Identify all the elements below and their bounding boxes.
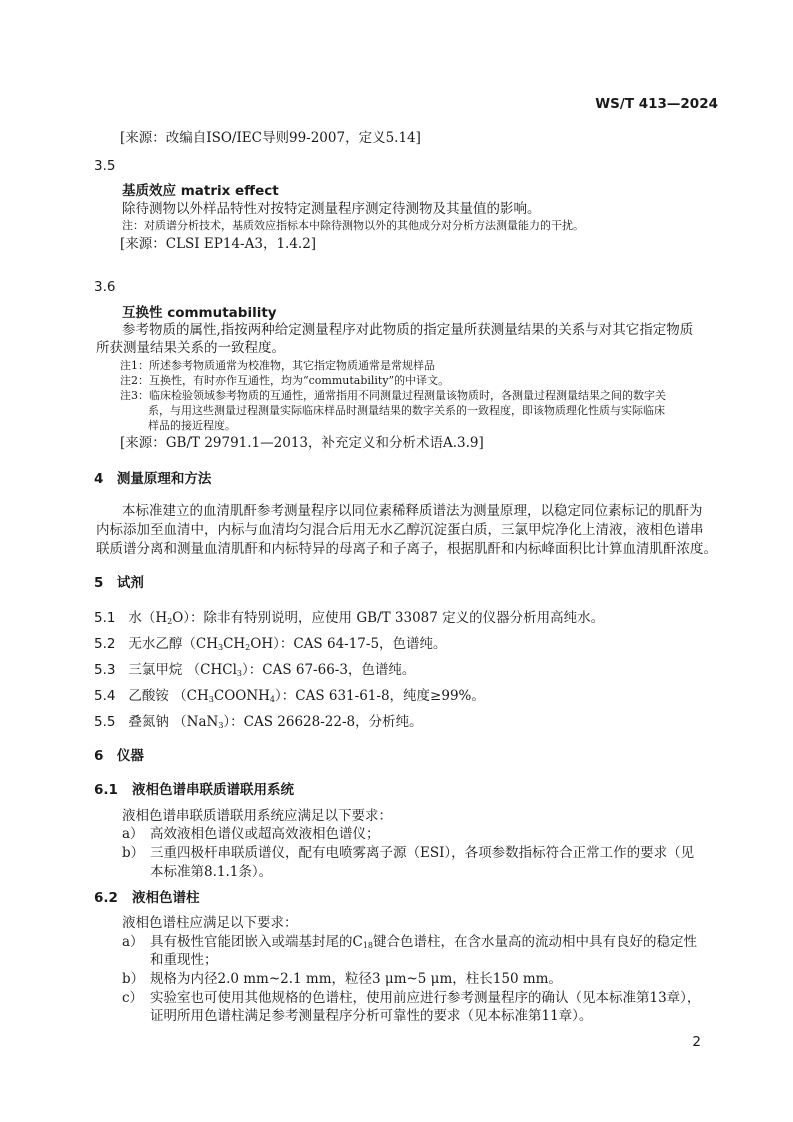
section-heading-6: 6 仪器 [94,748,144,764]
term-commutability: 互换性 commutability [122,305,277,321]
reagent-item-5-2: 5.2 无水乙醇$(CH_3CH_2OH)$：CAS 64-17-5，色谱纯。 [94,636,447,652]
term-note: 样品的接近程度。 [148,419,236,432]
clause-heading-6-1: 6.1 液相色谱串联质谱联用系统 [94,782,295,798]
source-citation: [来源：GB/T 29791.1—2013，补充定义和分析术语A.3.9] [120,435,484,451]
clause-heading-6-2: 6.2 液相色谱柱 [94,890,200,906]
paragraph-line: 内标添加至血清中，内标与血清均匀混合后用无水乙醇沉淀蛋白质，三氯甲烷净化上清液，液相色谱串 [96,522,704,538]
list-item-b-cont: 本标准第8.1.1条）。 [150,864,273,880]
list-label-b: b） [122,971,145,987]
list-item-c: 实验室也可使用其他规格的色谱柱，使用前应进行参考测量程序的确认（见本标准第13章）， [150,990,701,1006]
list-item-b: 三重四极杆串联质谱仪，配有电喷雾离子源（ESI），各项参数指标符合正常工作的要求（见 [150,845,695,861]
document-code: WS/T 413—2024 [595,96,718,112]
paragraph-line: 本标准建立的血清肌酐参考测量程序以同位素稀释质谱法为测量原理，以稳定同位素标记的肌酐为 [122,503,703,519]
section-heading-5: 5 试剂 [94,575,144,591]
reagent-number: 5.4 [94,688,116,704]
reagent-number: 5.1 [94,610,116,626]
clause-number-3-5: 3.5 [94,158,116,174]
source-citation: [来源：CLSI EP14-A3，1.4.2] [120,236,317,252]
reagent-item-5-1: 5.1 水$(H_2O)$：除非有特别说明，应使用 GB/T 33087 定义的仪器分析用高纯水。 [94,610,605,626]
term-note: 系，与用这些测量过程测量实际临床样品时测量结果的数字关系的一致程度，即该物质理化性质与实际临床 [148,404,665,417]
clause-number-3-6: 3.6 [94,279,116,295]
paragraph-line: 联质谱分离和测量血清肌酐和内标特异的母离子和子离子，根据肌酐和内标峰面积比计算血清肌酐浓度。 [96,541,717,557]
list-label-b: b） [122,845,145,861]
list-item-c-cont: 证明所用色谱柱满足参考测量程序分析可靠性的要求（见本标准第11章）。 [150,1008,593,1024]
list-label-c: c） [122,990,144,1006]
list-item-a: 高效液相色谱仪或超高效液相色谱仪； [150,826,380,842]
list-intro: 液相色谱串联质谱联用系统应满足以下要求： [122,808,392,824]
term-note: 注1：所述参考物质通常为校准物，其它指定物质通常是常规样品 [120,359,435,372]
reagent-number: 5.5 [94,714,116,730]
list-item-b: 规格为内径2.0 mm~2.1 mm，粒径3 μm~5 μm，柱长150 mm。 [150,971,562,987]
list-item-a-cont: 和重现性； [150,952,218,968]
reagent-item-5-5: 5.5 叠氮钠 （NaN$_3$）：CAS 26628-22-8，分析纯。 [94,714,423,730]
list-intro: 液相色谱柱应满足以下要求： [122,915,298,931]
reagent-item-5-4: 5.4 乙酸铵 $(CH_3COONH_4)$：CAS 631-61-8，纯度≥99%。 [94,688,485,704]
term-note: 注3：临床检验领域参考物质的互通性，通常指用不同测量过程测量该物质时，各测量过程测量结果之间的数字关 [120,389,666,402]
list-label-a: a） [122,934,144,950]
term-matrix-effect: 基质效应 matrix effect [122,183,279,199]
term-definition: 除待测物以外样品特性对按特定测量程序测定待测物及其量值的影响。 [122,201,541,217]
list-label-a: a） [122,826,144,842]
term-note: 注2：互换性，有时亦作互通性，均为“commutability”的中译文。 [120,374,450,387]
term-note: 注：对质谱分析技术，基质效应指标本中除待测物以外的其他成分对分析方法测量能力的干扰。 [122,219,584,232]
reagent-number: 5.3 [94,662,116,678]
term-definition: 参考物质的属性,指按两种给定测量程序对此物质的指定量所获测量结果的关系与对其它指定物质 [122,322,694,338]
source-citation: [来源：改编自ISO/IEC导则99-2007，定义5.14] [120,130,421,146]
page-number: 2 [692,1034,701,1050]
section-heading-4: 4 测量原理和方法 [94,471,212,487]
list-item-a: 具有极性官能团嵌入或端基封尾的$C_{18}$键合色谱柱，在含水量高的流动相中具有良好的稳定性 [150,934,698,950]
term-definition: 所获测量结果关系的一致程度。 [96,340,285,356]
reagent-item-5-3: 5.3 三氯甲烷 （CHCl$_3$）：CAS 67-66-3，色谱纯。 [94,662,416,678]
reagent-number: 5.2 [94,636,116,652]
